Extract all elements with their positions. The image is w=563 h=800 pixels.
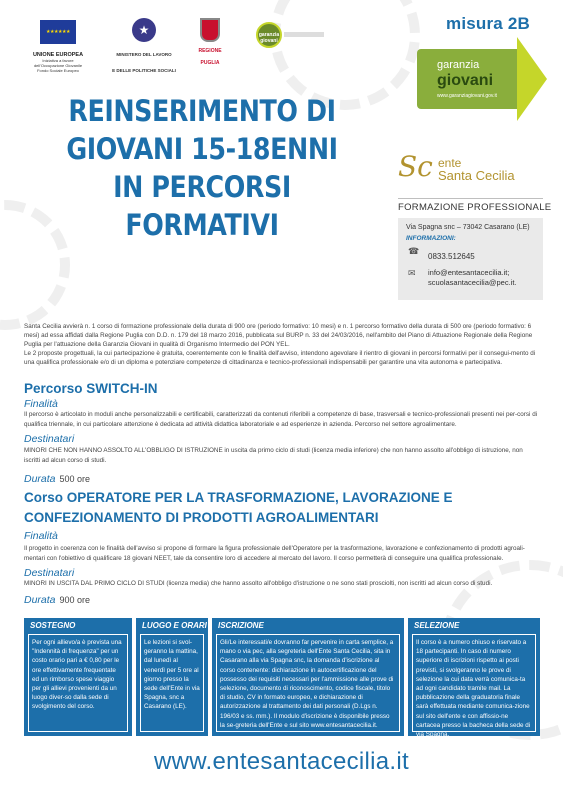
phone-row: [406, 246, 535, 264]
selezione-box: [408, 618, 540, 739]
ministry-line2: E DELLE POLITICHE SOCIALI: [112, 68, 176, 73]
phone-icon: ☎: [408, 246, 420, 256]
switch-durata-value: 500 ore: [59, 474, 91, 484]
contact-box: [398, 218, 543, 300]
title-line2: GIOVANI 15-18ENNI: [66, 132, 338, 166]
operatore-destinatari-text: MINORI IN USCITA DAL PRIMO CICLO DI STUDI (licenza media) che hanno assolto all'obbligo d'istruzione o ne sono stati prosciolti, non iscritti ad alcun corso di studi.: [24, 580, 493, 587]
phone-number[interactable]: 0833.512645: [428, 252, 475, 261]
garanzia-giovani-logo: [417, 37, 537, 129]
luogo-title: LUOGO E ORARI: [142, 621, 207, 630]
switch-durata-label: Durata: [24, 473, 56, 485]
switch-finalita-label: Finalità: [24, 398, 58, 410]
contact-address: Via Spagna snc – 73042 Casarano (LE): [406, 224, 530, 231]
ministry-logo: [104, 18, 184, 74]
region-logo: [195, 18, 225, 66]
eu-line1: Iniziativa a favore: [42, 58, 74, 63]
ente-name: Santa Cecilia: [438, 168, 515, 183]
eu-logo: [28, 20, 88, 73]
intro-paragraph-2: Le 2 proposte progettuali, la cui partecipazione è gratuita, coerentemente con le finalità dell'avviso, intendono agevolare il rientro di giovani in percorsi formativi per il consegui-mento di una qualifica professionale e/o di un diploma e potenziare competenze di cittadinanza e tecnico-professionali indispensabili per garantire una vita autonoma e partecipativa.: [24, 350, 536, 366]
garanzia-giovani-small-logo: [256, 22, 326, 48]
website-link[interactable]: www.entesantacecilia.it: [153, 748, 410, 775]
iscrizione-title: ISCRIZIONE: [218, 621, 264, 630]
intro-text: [24, 322, 540, 367]
operatore-title-line1: Corso OPERATORE PER LA TRASFORMAZIONE, LAVORAZIONE E: [24, 490, 453, 505]
title-line4: FORMATIVI: [125, 208, 279, 242]
divider: [284, 32, 324, 37]
operatore-durata-label: Durata: [24, 594, 56, 606]
selezione-title: SELEZIONE: [414, 621, 460, 630]
email-icon: ✉: [408, 268, 416, 278]
arrow-icon: [517, 37, 547, 121]
switch-destinatari-label: Destinatari: [24, 433, 75, 445]
email-info[interactable]: info@entesantacecilia.it;: [428, 268, 510, 277]
eu-line3: Fondo Sociale Europeo: [37, 68, 79, 73]
selezione-text: Il corso è a numero chiuso e riservato a 18 partecipanti. In caso di numero superiore di iscrizioni rispetto ai posti previsti, si svolgeranno le prove di selezione la cui data verrà comunica-ta ad ogni candidato tramite mail. La pubblicazione della graduatoria finale sarà effettuata mediante comunica-zione sul sito dell'ente e con affissio-ne cartacea presso la bacheca della sede di via Spagna.: [416, 639, 531, 739]
eu-name: UNIONE EUROPEA: [32, 52, 84, 58]
title-line1: REINSERIMENTO DI: [68, 94, 336, 128]
gg-small-label: garanzia giovani: [258, 32, 280, 44]
iscrizione-text: Gli/Le interessati/e dovranno far pervenire in carta semplice, a mano o via pec, alla segreteria dell'Ente Santa Cecilia, sita in Casarano alla via Spagna snc, la domanda d'iscrizione al corso contenente: dichiarazione in autocertificazione del possesso dei requisiti necessari per l'ammissione alle prove di selezione, documento di riconoscimento, codice fiscale, titolo di studio, CV in formato europeo, e dichiarazione di autorizzazione al trattamento dei dati personali (D.Lgs n. 196/03 e ss. mm.). Il modulo d'iscrizione è disponibile presso la se-greteria dell'Ente e sul sito www.entesantacecilia.it.: [220, 639, 394, 729]
operatore-finalita-text: Il progetto in coerenza con le finalità dell'avviso si propone di formare la figura professionale dell'Operatore per la trasformazione, lavorazione e confezionamento di prodotti agroali-mentari con l'obiettivo di qualificare 18 giovani NEET, tale da consentire loro di accedere al mercato del lavoro. Il corso permetterà di conseguire una qualifica professionale.: [24, 545, 525, 562]
garanzia-line2: giovani: [437, 72, 494, 89]
sostegno-box: [24, 618, 132, 736]
ente-monogram: Sc: [398, 150, 433, 183]
luogo-text: Le lezioni si svol-geranno la mattina, dal lunedì al venerdì per 5 ore al giorno presso la sede dell'Ente in via Spagna, snc a Casarano (LE).: [144, 639, 200, 711]
formazione-label: FORMAZIONE PROFESSIONALE: [398, 202, 552, 213]
switch-destinatari-text: MINORI CHE NON HANNO ASSOLTO ALL'OBBLIGO DI ISTRUZIONE in uscita da primo ciclo di studi (licenza media inferiore) che non hanno assolto all'obbligo di istruzione, non iscritti ad alcun corso di studi.: [24, 447, 523, 464]
email-row: [406, 268, 535, 288]
operatore-durata-value: 900 ore: [59, 595, 91, 605]
region-line2: PUGLIA: [200, 60, 220, 66]
page-title: [47, 92, 357, 244]
region-line1: REGIONE: [198, 48, 222, 54]
republic-emblem-icon: [132, 18, 156, 42]
operatore-destinatari-label: Destinatari: [24, 567, 75, 579]
garanzia-giovani-badge-icon: [256, 22, 282, 48]
operatore-title-line2: CONFEZIONAMENTO DI PRODOTTI AGROALIMENTARI: [24, 510, 379, 525]
contact-label: INFORMAZIONI:: [406, 235, 456, 242]
divider: [398, 198, 543, 199]
switch-durata: [24, 473, 90, 485]
eu-line2: dell'Occupazione Giovanile: [33, 63, 83, 68]
switch-title: Percorso SWITCH-IN: [24, 381, 158, 396]
iscrizione-box: [212, 618, 404, 736]
ministry-line1: MINISTERO DEL LAVORO: [116, 52, 172, 57]
sostegno-title: SOSTEGNO: [30, 621, 76, 630]
eu-flag-icon: ★★★★★★: [40, 20, 76, 44]
luogo-box: [136, 618, 208, 736]
ente-label: ente: [438, 156, 462, 170]
title-line3: IN PERCORSI: [113, 170, 291, 204]
operatore-finalita-label: Finalità: [24, 530, 58, 542]
misura-label: misura 2B: [446, 14, 531, 33]
switch-finalita-text: Il percorso è articolato in moduli anche personalizzabili e certificabili, caratterizzati da contenuti riferibili a competenze di base, trasversali e tecnico-professionali presenti nei per-corsi di qualifica triennale, in cui particolare attenzione è dedicata ad attività didattica laboratoriale e ad esperienze in azienda. Percorso nel settore agroalimentare.: [24, 411, 538, 428]
garanzia-line1: garanzia: [437, 59, 480, 71]
garanzia-url: www.garanziagiovani.gov.it: [437, 93, 497, 99]
intro-paragraph-1: Santa Cecilia avvierà n. 1 corso di formazione professionale della durata di 900 ore (periodo formativo: 10 mesi) e n. 1 percorso formativo della durata di 500 ore (periodo formativo: 6 mesi) ad essa affidati dalla Regione Puglia con D.D. n. 179 del 18 marzo 2016, pubblicata sul BURP n. 33 del 24/03/2016, nell'ambito del Piano di Attuazione Regionale della Regione Puglia per l'attuazione della Garanzia Giovani in qualità di Organismo Intermedio del PON YEL.: [24, 323, 533, 348]
ente-logo: [398, 150, 543, 190]
region-shield-icon: [200, 18, 220, 42]
operatore-durata: [24, 594, 90, 606]
email-pec[interactable]: scuolasantacecilia@pec.it.: [428, 278, 517, 287]
sostegno-text: Per ogni allievo/a è prevista una "Indennità di frequenza" per un costo orario pari a € 0,80 per le ore effettivamente frequentate ed un rimborso spese viaggio per gli allievi provenienti da un luogo diver-so dalla sede di svolgimento del corso.: [32, 639, 122, 711]
